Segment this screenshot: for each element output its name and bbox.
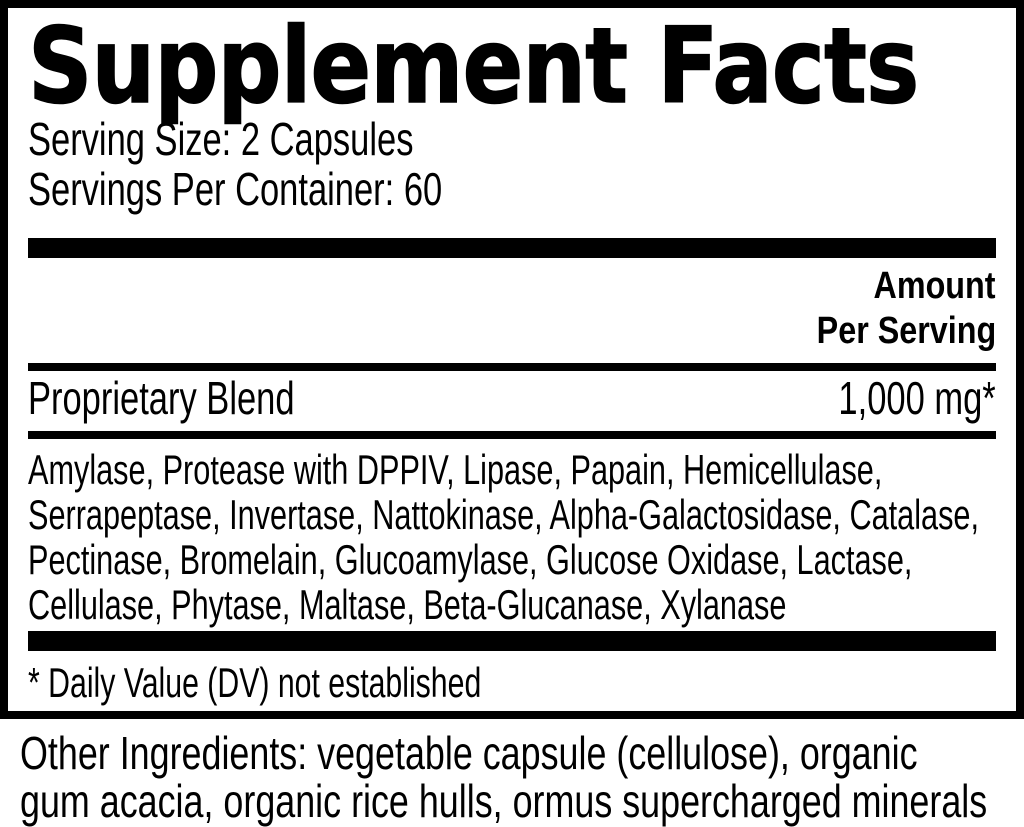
proprietary-blend-row (28, 371, 996, 431)
ingredient-line: Amylase, Protease with DPPIV, Lipase, Papain, Hemicellulase, (28, 446, 883, 493)
amount-header-line-2: Per Serving (816, 310, 996, 352)
amount-header-line-1: Amount (873, 265, 996, 307)
column-header-rule (28, 363, 996, 371)
header-separator-bar (28, 238, 996, 258)
supplement-facts-title-text: Supplement Facts (28, 5, 919, 127)
serving-size-line: Serving Size: 2 Capsules (28, 113, 414, 165)
other-ingredients-line: gum acacia, organic rice hulls, ormus supercharged minerals (20, 775, 988, 827)
ingredient-line: Pectinase, Bromelain, Glucoamylase, Glucose Oxidase, Lactase, (28, 536, 913, 583)
blend-amount: 1,000 mg* (838, 372, 996, 424)
other-ingredients-section (0, 729, 1024, 825)
ingredient-line: Serrapeptase, Invertase, Nattokinase, Alpha-Galactosidase, Catalase, (28, 491, 980, 538)
footnote-separator-bar (28, 631, 996, 651)
blend-ingredients-list (28, 447, 996, 627)
ingredient-line: Cellulase, Phytase, Maltase, Beta-Glucanase, Xylanase (28, 581, 787, 628)
supplement-facts-title (28, 5, 996, 127)
blend-name: Proprietary Blend (28, 372, 295, 424)
blend-row-rule (28, 431, 996, 439)
servings-per-container-line: Servings Per Container: 60 (28, 163, 443, 215)
other-ingredients-line: Other Ingredients: vegetable capsule (cellulose), organic (20, 727, 918, 779)
daily-value-footnote: * Daily Value (DV) not established (28, 659, 482, 706)
amount-per-serving-header (28, 264, 996, 354)
